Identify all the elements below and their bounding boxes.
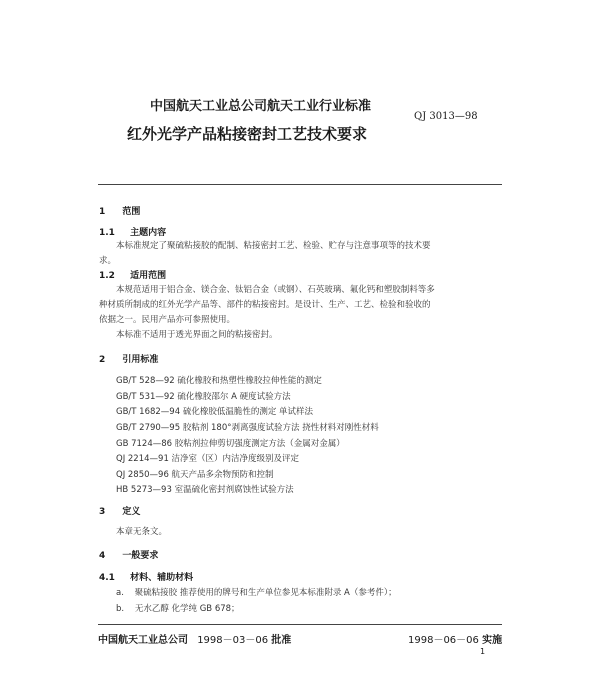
section-3-heading <box>99 504 140 517</box>
paragraph-line: 种材质所制成的红外光学产品等、部件的粘接密封。是设计、生产、工艺、检验和验收的 <box>99 300 431 310</box>
paragraph-line: 求。 <box>99 256 117 266</box>
issue-date: 1998－03－06 <box>197 635 269 646</box>
list-item-label: a. <box>116 588 124 598</box>
footer-divider <box>98 624 502 625</box>
section-title: 定义 <box>122 507 141 517</box>
section-1-heading <box>99 204 140 217</box>
section-1-1-heading <box>99 225 166 238</box>
section-number: 3 <box>99 507 106 517</box>
section-number: 1.2 <box>99 271 115 281</box>
reference-item: GB/T 2790—95 胶粘剂 180°剥离强度试验方法 挠性材料对刚性材料 <box>116 423 379 433</box>
implementation-label: 实施 <box>482 635 503 646</box>
section-title: 引用标准 <box>122 355 159 365</box>
list-item <box>116 602 240 614</box>
reference-item: GB/T 528—92 硫化橡胶和热塑性橡胶拉伸性能的测定 <box>116 376 322 386</box>
section-2-heading <box>99 352 158 365</box>
reference-item: GB/T 1682—94 硫化橡胶低温脆性的测定 单试样法 <box>116 407 314 417</box>
approve-label: 批准 <box>271 635 292 646</box>
implementation-line <box>408 631 502 646</box>
reference-item: QJ 2214—91 洁净室（区）内洁净度级别及评定 <box>116 454 300 464</box>
list-item-label: b. <box>116 604 125 614</box>
section-title: 材料、辅助材料 <box>130 573 194 583</box>
reference-item: GB 7124—86 胶粘剂拉伸剪切强度测定方法（金属对金属） <box>116 439 345 449</box>
section-title: 一般要求 <box>122 551 159 561</box>
section-number: 1 <box>99 207 106 217</box>
section-4-heading <box>99 548 158 561</box>
section-number: 2 <box>99 355 106 365</box>
reference-item: HB 5273—93 室温硫化密封剂腐蚀性试验方法 <box>116 485 294 495</box>
paragraph-line: 本章无条文。 <box>116 527 168 537</box>
list-item <box>116 586 397 598</box>
paragraph-line: 本标准不适用于透光界面之间的粘接密封。 <box>116 330 278 340</box>
document-title: 红外光学产品粘接密封工艺技术要求 <box>127 125 368 143</box>
section-title: 主题内容 <box>130 228 167 238</box>
section-4-1-heading <box>99 570 193 583</box>
issuer-name: 中国航天工业总公司 <box>98 635 188 646</box>
list-item-text: 聚硫粘接胶 推荐使用的牌号和生产单位参见本标准附录 A（参考件）； <box>134 588 397 598</box>
section-1-2-heading <box>99 268 166 281</box>
standard-code: QJ 3013—98 <box>414 111 478 122</box>
list-item-text: 无水乙醇 化学纯 GB 678； <box>134 604 240 614</box>
header-divider <box>98 184 502 185</box>
implementation-date: 1998－06－06 <box>408 635 479 646</box>
page-number: 1 <box>480 647 486 656</box>
section-title: 范围 <box>122 207 141 217</box>
paragraph-line: 本规范适用于铝合金、镁合金、钛铝合金（或钢）、石英玻璃、氟化钙和塑胶制料等多 <box>116 285 435 295</box>
reference-item: GB/T 531—92 硫化橡胶邵尔 A 硬度试验方法 <box>116 392 291 402</box>
section-number: 4.1 <box>99 573 115 583</box>
paragraph-line: 依据之一。民用产品亦可参照使用。 <box>99 315 236 325</box>
issuer-line <box>98 631 291 646</box>
issuing-organization-heading: 中国航天工业总公司航天工业行业标准 <box>150 99 372 114</box>
reference-item: QJ 2850—96 航天产品多余物预防和控制 <box>116 470 274 480</box>
section-number: 1.1 <box>99 228 115 238</box>
section-number: 4 <box>99 551 106 561</box>
section-title: 适用范围 <box>130 271 167 281</box>
paragraph-line: 本标准规定了聚硫粘接胶的配制、粘接密封工艺、检验、贮存与注意事项等的技术要 <box>116 241 431 251</box>
